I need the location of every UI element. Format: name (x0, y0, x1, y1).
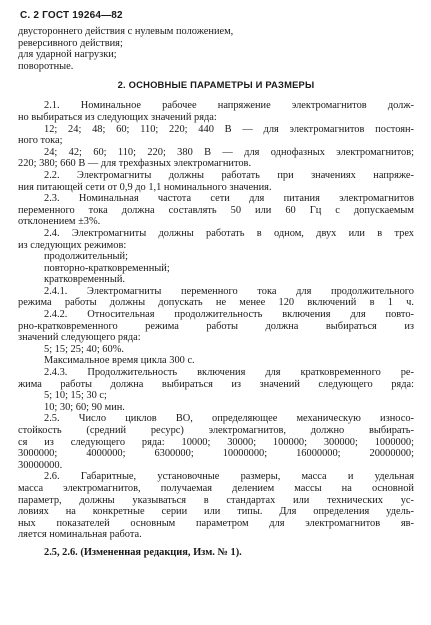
body-line: 2.1. Номинальное рабочее напряжение электромагнитов долж- (44, 100, 414, 112)
body-line: из следующих режимов: (18, 239, 127, 251)
body-line: 24; 42; 60; 110; 220; 380 В — для однофазных электромагнитов; (44, 146, 414, 158)
amendment-note: 2.5, 2.6. (Измененная редакция, Изм. № 1). (44, 546, 242, 558)
body-line: 12; 24; 48; 60; 110; 220; 440 В — для электромагнитов постоян- (44, 123, 414, 135)
section-title: 2. ОСНОВНЫЕ ПАРАМЕТРЫ И РАЗМЕРЫ (117, 79, 315, 91)
body-line: 5; 10; 15; 30 с; (44, 390, 107, 402)
body-line: 10; 30; 60; 90 мин. (44, 401, 125, 413)
body-line: 3000000; 4000000; 6300000; 10000000; 16000000; 20000000; (18, 448, 414, 460)
body-line: 2.4.3. Продолжительность включения для кратковременного ре- (44, 367, 414, 379)
body-line: параметр, должны указываться в стандартах или технических ус- (18, 494, 414, 506)
body-line: 2.2. Электромагниты должны работать при значениях напряже- (44, 169, 414, 181)
page-header: С. 2 ГОСТ 19264—82 (20, 10, 123, 21)
body-line: 2.4.2. Относительная продолжительность включения для повто- (44, 309, 414, 321)
body-line: но выбираться из следующих значений ряда: (18, 111, 217, 123)
intro-line: для ударной нагрузки; (18, 49, 117, 61)
body-line: ного тока; (18, 135, 63, 147)
body-line: стойкость (средний ресурс) электромагнитов, должно выбирать- (18, 425, 414, 436)
body-line: значений следующего ряда: (18, 332, 141, 344)
intro-line: двустороннего действия с нулевым положением, (18, 26, 234, 37)
intro-list (18, 26, 414, 72)
body-line: 30000000. (18, 459, 63, 471)
body-line: ния питающей сети от 0,9 до 1,1 номинального значения. (18, 181, 272, 193)
body-line: кратковременный. (44, 274, 126, 286)
body-line: переменного тока должна составлять 50 или 60 Гц с допускаемым (18, 204, 414, 216)
body-line: продолжительный; (44, 251, 128, 263)
body-line: ся из следующего ряда: 10000; 30000; 100000; 300000; 1000000; (18, 436, 414, 448)
body-line: 2.4.1. Электромагниты переменного тока для продолжительного (44, 285, 414, 297)
intro-line: поворотные. (18, 60, 74, 72)
body-line: повторно-кратковременный; (44, 262, 170, 274)
body-line: 2.6. Габаритные, установочные размеры, масса и удельная (44, 471, 414, 483)
body-line: отклонением ±3%. (18, 216, 101, 228)
body-line: 2.3. Номинальная частота сети для питания электромагнитов (44, 193, 414, 205)
body-line: рно-кратковременного режима работы должна выбираться из (18, 320, 414, 332)
body-line: 5; 15; 25; 40; 60%. (44, 343, 124, 355)
body-line: 2.4. Электромагниты должны работать в одном, двух или в трех (44, 227, 414, 239)
body-line: 220; 380; 660 В — для трехфазных электромагнитов. (18, 158, 252, 170)
section-body (18, 100, 414, 541)
body-line: ловиях на конкретные серии или типы. Для определения удель- (18, 506, 414, 518)
body-line: 2.5. Число циклов ВО, определяющее механическую износо- (44, 413, 414, 425)
body-line: режима работы должны допускать не менее 120 включений в 1 ч. (18, 297, 414, 309)
body-line: жима работы должна выбираться из значений следующего ряда: (18, 378, 414, 390)
document-body (18, 26, 414, 559)
body-line: ных показателей основным параметром для электромагнитов яв- (18, 517, 414, 529)
body-line: масса электромагнитов, получаемая делением массы на основной (18, 482, 414, 494)
body-line: ляется номинальная работа. (18, 529, 142, 541)
intro-line: реверсивного действия; (18, 37, 123, 49)
body-line: Максимальное время цикла 300 с. (44, 355, 195, 367)
